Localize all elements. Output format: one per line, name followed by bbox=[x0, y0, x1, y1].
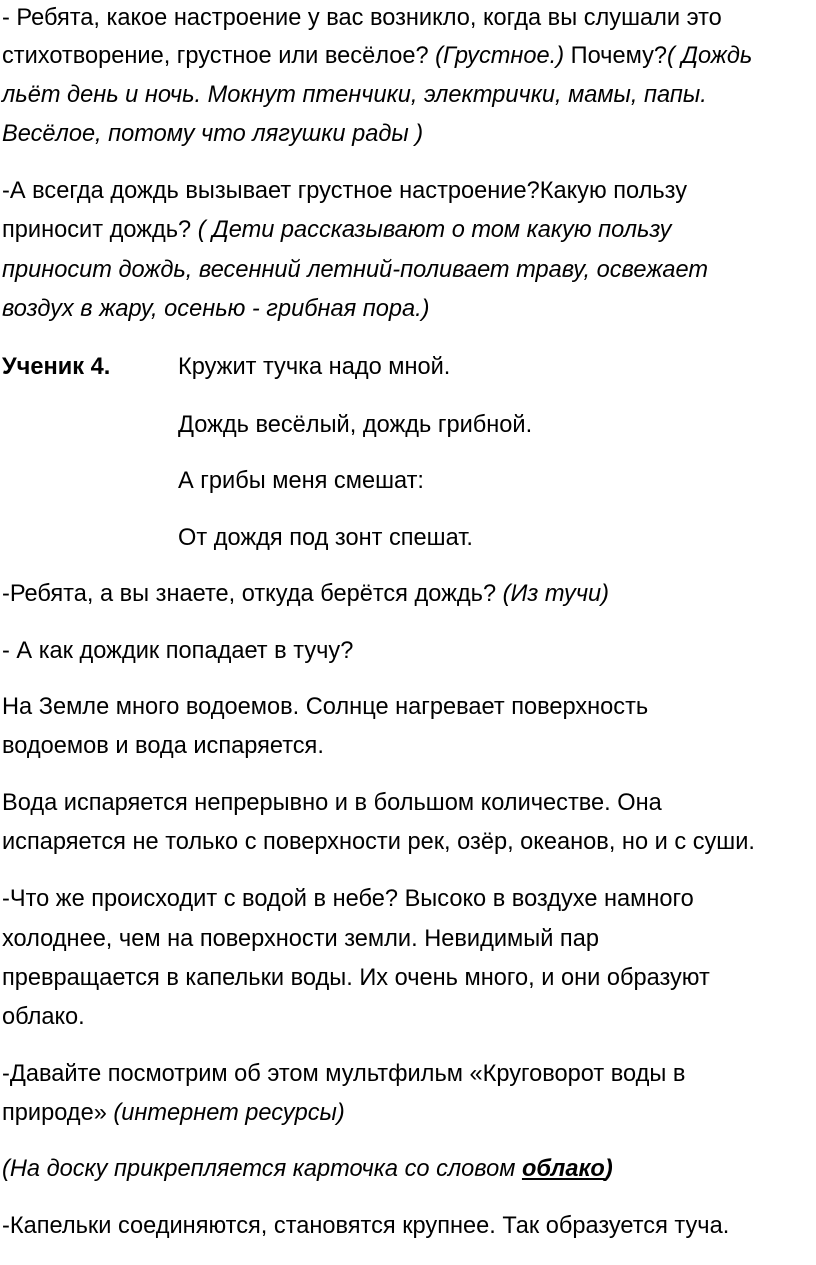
poem-speaker: Ученик 4. bbox=[2, 354, 111, 380]
keyword-underlined: облако bbox=[521, 1156, 605, 1182]
answer-italic: ( Дети рассказывают о том какую пользу bbox=[197, 217, 672, 243]
paragraph-8-line-2 bbox=[2, 1097, 345, 1130]
answer-italic: (Из тучи) bbox=[502, 581, 610, 607]
paragraph-6-line-1: Вода испаряется непрерывно и в большом количестве. Она bbox=[2, 790, 662, 816]
paragraph-5-line-2: водоемов и вода испаряется. bbox=[2, 733, 324, 759]
poem-line-4: От дождя под зонт спешат. bbox=[178, 525, 473, 551]
text: -Ребята, а вы знаете, откуда берётся дождь? bbox=[2, 581, 503, 607]
paragraph-8-line-1: -Давайте посмотрим об этом мультфильм «Круговорот воды в bbox=[2, 1061, 686, 1087]
paragraph-2-line-2 bbox=[2, 214, 671, 247]
text: природе» bbox=[2, 1100, 114, 1126]
text: приносит дождь? bbox=[2, 217, 198, 243]
paragraph-5-line-1: На Земле много водоемов. Солнце нагревает поверхность bbox=[2, 694, 649, 720]
paragraph-1-line-4: Весёлое, потому что лягушки рады ) bbox=[2, 121, 424, 147]
paragraph-4: - А как дождик попадает в тучу? bbox=[2, 638, 354, 664]
poem-line-1: Кружит тучка надо мной. bbox=[178, 354, 451, 380]
paragraph-2-line-4: воздух в жару, осенью - грибная пора.) bbox=[2, 296, 430, 322]
paragraph-9 bbox=[2, 1153, 613, 1186]
paragraph-7-line-2: холоднее, чем на поверхности земли. Невидимый пар bbox=[2, 926, 599, 952]
paragraph-10: -Капельки соединяются, становятся крупнее. Так образуется туча. bbox=[2, 1213, 730, 1239]
paragraph-1-line-2 bbox=[2, 40, 752, 73]
poem-line-3: А грибы меня смешат: bbox=[178, 468, 424, 494]
paragraph-1-line-1 bbox=[2, 2, 722, 35]
paragraph-3 bbox=[2, 578, 609, 611]
poem-line-2: Дождь весёлый, дождь грибной. bbox=[178, 412, 533, 438]
text: ) bbox=[604, 1156, 613, 1182]
text: - Ребята, какое настроение у вас возникло, когда вы слушали это bbox=[2, 5, 722, 31]
answer-italic: ( Дождь bbox=[667, 43, 753, 69]
text: Почему? bbox=[564, 43, 667, 69]
text: стихотворение, грустное или весёлое? bbox=[2, 43, 436, 69]
paragraph-7-line-3: превращается в капельки воды. Их очень много, и они образуют bbox=[2, 965, 710, 991]
answer-italic: (интернет ресурсы) bbox=[113, 1100, 345, 1126]
text: (На доску прикрепляется карточка со словом bbox=[2, 1156, 522, 1182]
paragraph-7-line-4: облако. bbox=[2, 1004, 85, 1030]
paragraph-6-line-2: испаряется не только с поверхности рек, озёр, океанов, но и с суши. bbox=[2, 829, 755, 855]
paragraph-7-line-1: -Что же происходит с водой в небе? Высоко в воздухе намного bbox=[2, 886, 694, 912]
paragraph-2-line-1: -А всегда дождь вызывает грустное настроение?Какую пользу bbox=[2, 178, 687, 204]
answer-italic: (Грустное.) bbox=[435, 43, 565, 69]
paragraph-1-line-3: льёт день и ночь. Мокнут птенчики, электрички, мамы, папы. bbox=[2, 82, 707, 108]
paragraph-2-line-3: приносит дождь, весенний летний-поливает траву, освежает bbox=[2, 257, 709, 283]
